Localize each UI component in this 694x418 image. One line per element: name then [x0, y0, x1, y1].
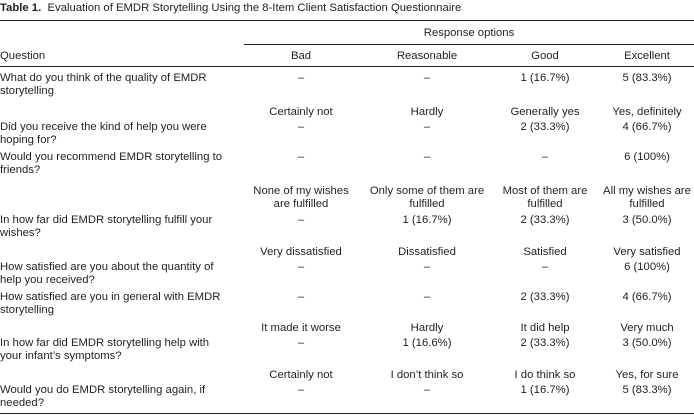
option-label: All my wishes are fulfilled — [603, 185, 691, 210]
row-value-excellent: 6 (100%) — [624, 261, 670, 273]
header-excellent: Excellent — [624, 50, 670, 62]
row-question: Did you receive the kind of help you were hoping for? — [0, 121, 207, 146]
row-value-bad: – — [297, 121, 305, 133]
row-question: In how far did EMDR storytelling fulfill your wishes? — [0, 214, 213, 239]
option-label: Very satisfied — [613, 246, 681, 258]
row-value-excellent: 3 (50.0%) — [622, 214, 672, 226]
table-title: Evaluation of EMDR Storytelling Using the 8-Item Client Satisfaction Questionnaire — [47, 2, 462, 14]
option-label: Satisfied — [523, 246, 567, 258]
row-value-reasonable: 1 (16.7%) — [402, 214, 452, 226]
row-value-bad: – — [297, 72, 305, 84]
row-question: How satisfied are you in general with EMDR storytelling — [0, 291, 221, 316]
row-value-excellent: 5 (83.3%) — [622, 72, 672, 84]
row-value-bad: – — [297, 337, 305, 349]
row-value-excellent: 3 (50.0%) — [622, 337, 672, 349]
row-value-bad: – — [297, 384, 305, 396]
spanner-rule — [244, 44, 694, 45]
spanner-header: Response options — [423, 27, 515, 39]
row-value-reasonable: – — [423, 291, 431, 303]
row-value-bad: – — [297, 151, 305, 163]
row-value-reasonable: – — [423, 261, 431, 273]
row-value-excellent: 4 (66.7%) — [622, 291, 672, 303]
option-label: I do think so — [514, 369, 576, 381]
header-reasonable: Reasonable — [396, 50, 458, 62]
option-label: Hardly — [410, 106, 444, 118]
header-good: Good — [531, 50, 559, 62]
row-value-excellent: 5 (83.3%) — [622, 384, 672, 396]
row-value-excellent: 6 (100%) — [624, 151, 670, 163]
option-label: It made it worse — [261, 322, 341, 334]
option-label: It did help — [520, 322, 570, 334]
option-label: Generally yes — [510, 106, 580, 118]
bottom-rule — [0, 413, 694, 414]
option-label: Yes, definitely — [612, 106, 682, 118]
option-label: Certainly not — [269, 106, 333, 118]
option-label: Very dissatisfied — [260, 246, 342, 258]
row-value-reasonable: – — [423, 72, 431, 84]
row-value-reasonable: – — [423, 384, 431, 396]
row-value-bad: – — [297, 291, 305, 303]
option-label: I don’t think so — [390, 369, 464, 381]
header-question: Question — [0, 50, 46, 62]
top-rule — [0, 20, 694, 21]
table-label: Table 1. — [0, 2, 42, 14]
row-value-reasonable: – — [423, 121, 431, 133]
row-value-reasonable: 1 (16.6%) — [402, 337, 452, 349]
option-label: Hardly — [410, 322, 444, 334]
row-value-excellent: 4 (66.7%) — [622, 121, 672, 133]
row-question: Would you do EMDR storytelling again, if needed? — [0, 384, 206, 409]
row-value-good: 1 (16.7%) — [520, 384, 570, 396]
row-value-bad: – — [297, 214, 305, 226]
row-question: Would you recommend EMDR storytelling to friends? — [0, 151, 223, 176]
option-label: Yes, for sure — [615, 369, 679, 381]
row-value-good: – — [541, 151, 549, 163]
row-value-good: 2 (33.3%) — [520, 121, 570, 133]
row-question: In how far did EMDR storytelling help with your infant’s symptoms? — [0, 337, 210, 362]
row-value-reasonable: – — [423, 151, 431, 163]
table-caption — [0, 2, 461, 14]
row-value-good: 2 (33.3%) — [520, 337, 570, 349]
header-bad: Bad — [290, 50, 312, 62]
row-value-good: 1 (16.7%) — [520, 72, 570, 84]
row-value-good: – — [541, 261, 549, 273]
option-label: Very much — [620, 322, 674, 334]
option-label: Dissatisfied — [398, 246, 456, 258]
option-label: None of my wishes are fulfilled — [253, 185, 349, 210]
row-value-good: 2 (33.3%) — [520, 291, 570, 303]
header-rule — [0, 66, 694, 67]
option-label: Only some of them are fulfilled — [369, 185, 485, 210]
row-value-bad: – — [297, 261, 305, 273]
row-question: How satisfied are you about the quantity of help you received? — [0, 261, 214, 286]
row-value-good: 2 (33.3%) — [520, 214, 570, 226]
option-label: Most of them are fulfilled — [502, 185, 588, 210]
row-question: What do you think of the quality of EMDR storytelling — [0, 72, 207, 97]
option-label: Certainly not — [269, 369, 333, 381]
